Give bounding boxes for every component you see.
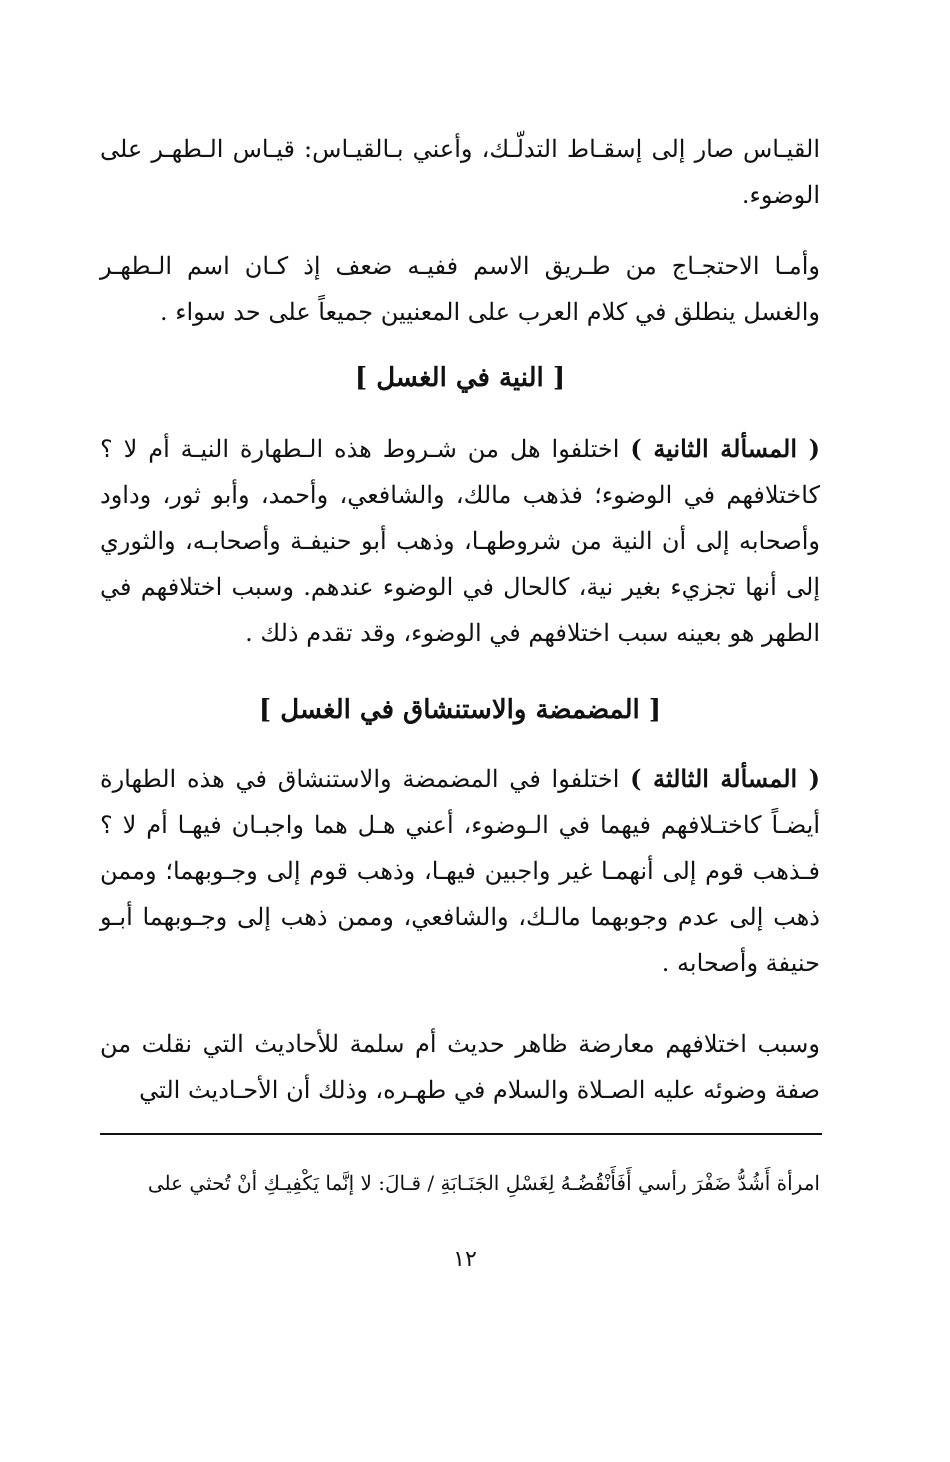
- page-number: ١٢: [453, 1247, 477, 1272]
- paragraph-masala-3: [100, 756, 820, 986]
- paragraph-sabab: وسبب اختلافهم معارضة ظاهر حديث أم سلمة للأحاديث التي نقلت من صفة وضوئه عليه الصـلاة والسلام في طهـره، وذلك أن الأحـاديث التي: [100, 1030, 820, 1104]
- masala-3-text: اختلفوا في المضمضة والاستنشاق في هذه الطهارة أيضـاً كاختـلافهم فيهما في الـوضوء، أعني هـل هما واجبـان فيهـا أم لا ؟ فـذهب قوم إلى أنهمـا غير واجبين فيهـا، وذهب قوم إلى وجـوبهما؛ وممن ذهب إلى عدم وجوبهما مالـك، والشافعي، وممن ذهب إلى وجـوبهما أبـو حنيفة وأصحابه .: [100, 765, 820, 977]
- masala-2-text: اختلفوا هل من شـروط هذه الـطهارة النيـة أم لا ؟ كاختلافهم في الوضوء؛ فذهب مالك، والشافعي، وأحمد، وأبو ثور، وداود وأصحابه إلى أن النية من شروطهـا، وذهب أبو حنيفـة وأصحابـه، والثوري إلى أنها تجزيء بغير نية، كالحال في الوضوء عندهم. وسبب اختلافهم في الطهر هو بعينه سبب اختلافهم في الوضوء، وقد تقدم ذلك .: [100, 435, 820, 647]
- footnote-text: امرأة أَشُدُّ ضَفْرَ رأسي أَفَأَنْقُضُـهُ لِغَسْلِ الجَنَـابَةِ / قـالَ: لا إنَّما يَكْفِيـكِ أنْ تُحثي على: [147, 1171, 820, 1195]
- section-heading-madmada: [ المضمضة والاستنشاق في الغسل ]: [258, 695, 662, 725]
- paragraph-qiyas: القيـاس صار إلى إسقـاط التدلّـك، وأعني بـالقيـاس: قيـاس الـطهـر على الوضوء.: [100, 135, 820, 209]
- paragraph-masala-2: [100, 426, 820, 656]
- masala-3-label: ( المسألة الثالثة ): [630, 764, 820, 793]
- masala-2-label: ( المسألة الثانية ): [630, 434, 820, 463]
- section-heading-niyya: [ النية في الغسل ]: [354, 363, 566, 393]
- footnote-divider: [100, 1133, 822, 1135]
- paragraph-ihtijaj: وأمـا الاحتجـاج من طـريق الاسم ففيـه ضعف إذ كـان اسم الـطهـر والغسل ينطلق في كلام العرب على المعنيين جميعاً على حد سواء .: [100, 252, 820, 326]
